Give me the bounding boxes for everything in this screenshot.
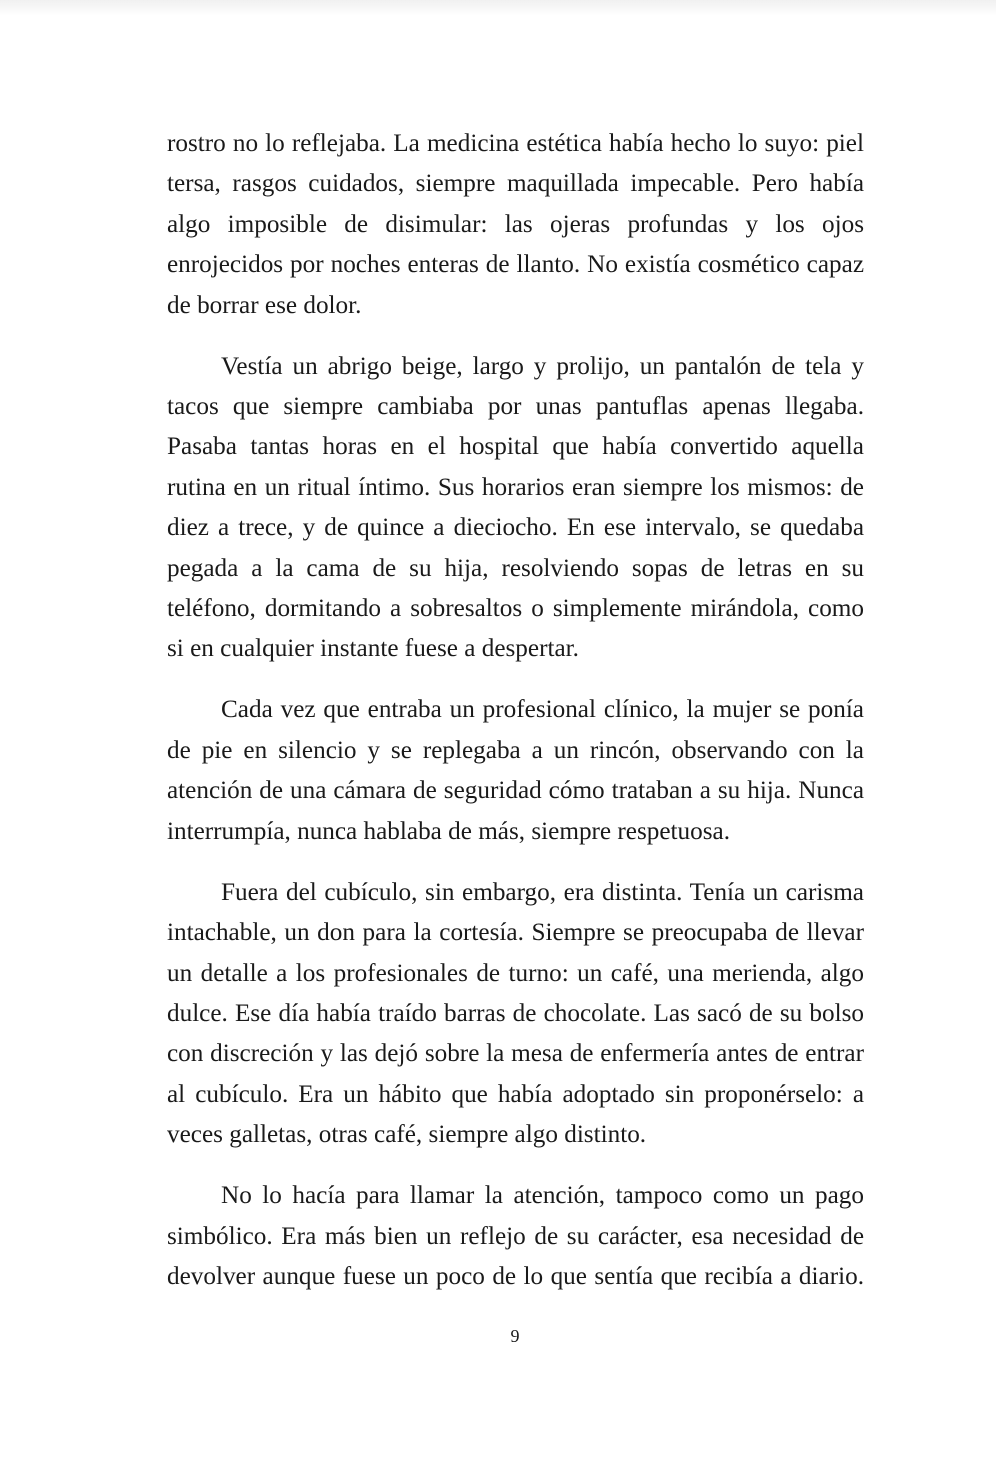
paragraph-atencion: No lo hacía para llamar la atención, tampoco como un pago simbólico. Era más bien un reflejo de su carácter, esa necesidad de devolver aunque fuese un poco de lo que sentía que recibía a diario. [167, 1182, 864, 1290]
paragraph-abrigo: Vestía un abrigo beige, largo y prolijo, un pantalón de tela y tacos que siempre cambiaba por unas pantuflas apenas llegaba. Pasaba tantas horas en el hospital que había convertido aquella rutina en un ritual íntimo. Sus horarios eran siempre los mismos: de diez a trece, y de quince a dieciocho. En ese intervalo, se quedaba pegada a la cama de su hija, resolviendo sopas de letras en su teléfono, dormitando a sobresaltos o simplemente mirándola, como si en cualquier instante fuese a despertar. [167, 352, 864, 663]
page-body [167, 124, 864, 1318]
paragraph-profesional: Cada vez que entraba un profesional clínico, la mujer se ponía de pie en silencio y se replegaba a un rincón, observando con la atención de una cámara de seguridad cómo trataban a su hija. Nunca interrumpía, nunca hablaba de más, siempre respetuosa. [167, 696, 864, 845]
page-top-shadow [0, 0, 996, 16]
page-number: 9 [510, 1326, 520, 1346]
paragraph-cubiculo: Fuera del cubículo, sin embargo, era distinta. Tenía un carisma intachable, un don para la cortesía. Siempre se preocupaba de llevar un detalle a los profesionales de turno: un café, una merienda, algo dulce. Ese día había traído barras de chocolate. Las sacó de su bolso con discreción y las dejó sobre la mesa de enfermería antes de entrar al cubículo. Era un hábito que había adoptado sin proponérselo: a veces galletas, otras café, siempre algo distinto. [167, 878, 864, 1149]
paragraph-continuation: rostro no lo reflejaba. La medicina estética había hecho lo suyo: piel tersa, rasgos cuidados, siempre maquillada impecable. Pero había algo imposible de disimular: las ojeras profundas y los ojos enrojecidos por noches enteras de llanto. No existía cosmético capaz de borrar ese dolor. [167, 130, 864, 319]
